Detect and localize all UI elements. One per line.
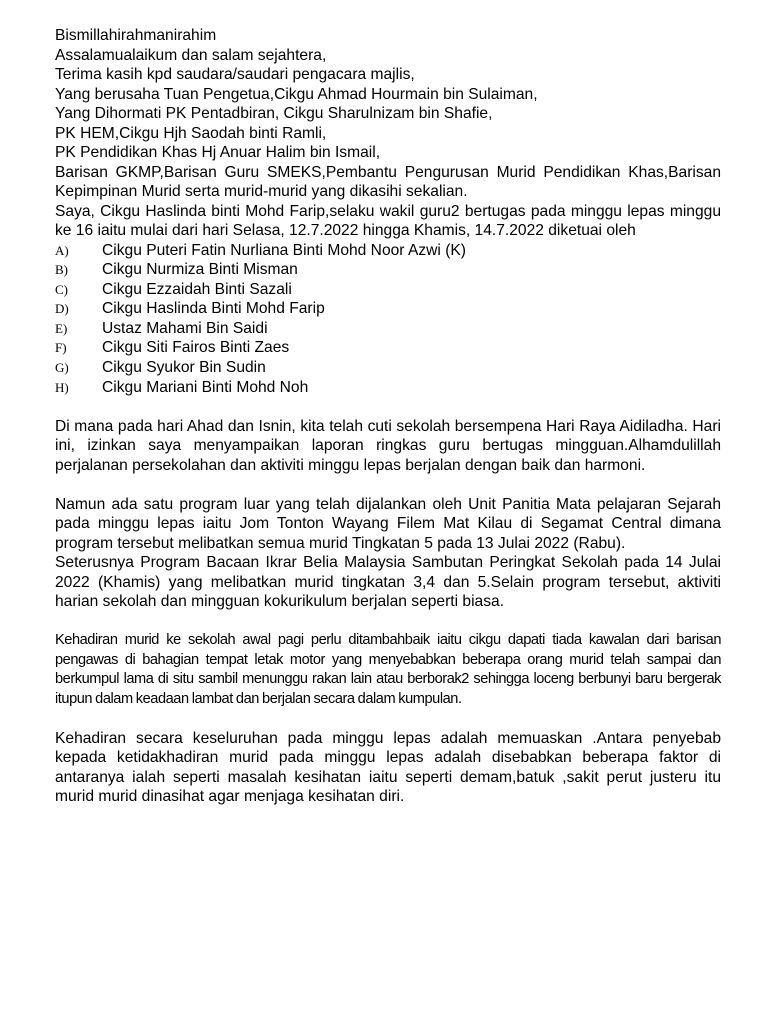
- teacher-name: Cikgu Siti Fairos Binti Zaes: [102, 339, 290, 357]
- list-item: [55, 319, 721, 339]
- greeting-line: Terima kasih kpd saudara/saudari pengacara majlis,: [55, 66, 415, 83]
- list-item: [55, 358, 721, 378]
- speech-document: [55, 26, 721, 807]
- list-marker: D): [55, 301, 69, 317]
- paragraph-spacer: [55, 709, 721, 729]
- greeting-block: [55, 26, 721, 163]
- teacher-name: Cikgu Haslinda Binti Mohd Farip: [102, 300, 325, 318]
- greeting-line: PK HEM,Cikgu Hjh Saodah binti Ramli,: [55, 124, 327, 142]
- holiday-paragraph: Di mana pada hari Ahad dan Isnin, kita telah cuti sekolah bersempena Hari Raya Aidiladha. Hari ini, izinkan saya menyampaikan laporan ringkas guru bertugas mingguan.Alhamdulillah perjalanan persekolahan dan aktiviti minggu lepas berjalan dengan baik dan harmoni.: [55, 417, 721, 474]
- teacher-name: Ustaz Mahami Bin Saidi: [102, 319, 268, 337]
- list-item: [55, 260, 721, 280]
- overall-attendance-paragraph: Kehadiran secara keseluruhan pada minggu lepas adalah memuaskan .Antara penyebab kepada ketidakhadiran murid pada minggu lepas adalah disebabkan beberapa faktor di antaranya ialah seperti masalah kesihatan iaitu seperti demam,batuk ,sakit perut justeru itu murid murid dinasihat agar menjaga kesihatan diri.: [55, 729, 721, 806]
- program-paragraph: Seterusnya Program Bacaan Ikrar Belia Malaysia Sambutan Peringkat Sekolah pada 14 Julai 2022 (Khamis) yang melibatkan murid tingkatan 3,4 dan 5.Selain program tersebut, aktiviti harian sekolah dan mingguan kokurikulum berjalan seperti biasa.: [55, 554, 721, 611]
- list-item: [55, 299, 721, 319]
- list-marker: E): [55, 320, 68, 336]
- paragraph-spacer: [55, 612, 721, 632]
- paragraph-spacer: [55, 397, 721, 417]
- list-item: [55, 280, 721, 300]
- list-marker: H): [55, 379, 69, 395]
- list-marker: G): [55, 360, 69, 376]
- teacher-name: Cikgu Mariani Binti Mohd Noh: [102, 378, 309, 396]
- greeting-line: Yang Dihormati PK Pentadbiran, Cikgu Sharulnizam bin Shafie,: [55, 105, 493, 122]
- list-item: [55, 378, 721, 398]
- paragraph-spacer: [55, 475, 721, 495]
- intro-paragraph: Saya, Cikgu Haslinda binti Mohd Farip,selaku wakil guru2 bertugas pada minggu lepas minggu ke 16 iaitu mulai dari hari Selasa, 12.7.2022 hingga Khamis, 14.7.2022 diketuai oleh: [55, 202, 721, 239]
- list-item: [55, 338, 721, 358]
- teacher-name: Cikgu Puteri Fatin Nurliana Binti Mohd Noor Azwi (K): [102, 241, 466, 259]
- morning-attendance-paragraph: Kehadiran murid ke sekolah awal pagi perlu ditambahbaik iaitu cikgu dapati tiada kawalan dari barisan pengawas di bahagian tempat letak motor yang menyebabkan beberapa orang murid telah sampai dan berkumpul lama di situ sambil menunggu rakan lain atau berborak2 sehingga loceng berbunyi baru bergerak itupun dalam keadaan lambat dan berjalan secara dalam kumpulan.: [55, 632, 721, 707]
- list-marker: C): [55, 281, 68, 297]
- greeting-line: Yang berusaha Tuan Pengetua,Cikgu Ahmad Hourmain bin Sulaiman,: [55, 85, 538, 103]
- teacher-name: Cikgu Nurmiza Binti Misman: [102, 261, 298, 279]
- list-marker: B): [55, 262, 68, 278]
- greeting-line: PK Pendidikan Khas Hj Anuar Halim bin Ismail,: [55, 144, 381, 161]
- teacher-name: Cikgu Syukor Bin Sudin: [102, 359, 266, 377]
- list-item: [55, 241, 721, 261]
- list-marker: F): [55, 340, 67, 356]
- salutation-line: Assalamualaikum dan salam sejahtera,: [55, 46, 327, 64]
- program-paragraph: Namun ada satu program luar yang telah dijalankan oleh Unit Panitia Mata pelajaran Sejarah pada minggu lepas iaitu Jom Tonton Wayang Filem Mat Kilau di Segamat Central dimana program tersebut melibatkan semua murid Tingkatan 5 pada 13 Julai 2022 (Rabu).: [55, 495, 721, 552]
- greeting-paragraph: Barisan GKMP,Barisan Guru SMEKS,Pembantu Pengurusan Murid Pendidikan Khas,Barisan Kepimpinan Murid serta murid-murid yang dikasihi sekalian.: [55, 163, 721, 200]
- teacher-name: Cikgu Ezzaidah Binti Sazali: [102, 280, 292, 298]
- opening-line: Bismillahirahmanirahim: [55, 27, 217, 44]
- list-marker: A): [55, 242, 69, 258]
- duty-teacher-list: [55, 241, 721, 398]
